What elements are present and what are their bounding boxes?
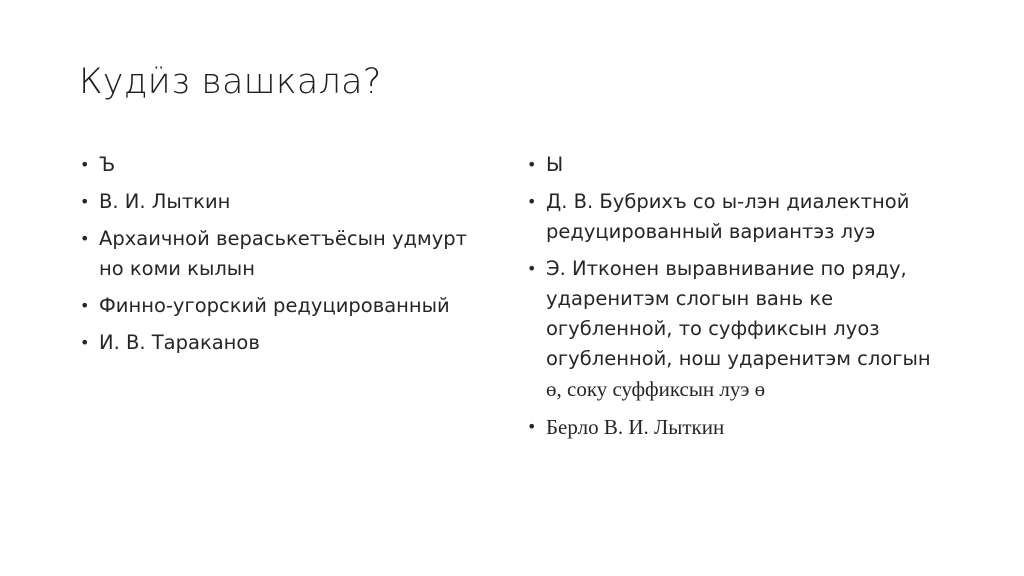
list-item [80,187,475,217]
bullet-icon: • [527,417,537,436]
bullet-icon: • [527,155,537,174]
bullet-icon: • [80,333,90,352]
list-item-text: Архаичной вераськетъёсын удмурт но коми кылын [99,227,467,280]
list-item [80,224,475,284]
list-item [80,150,475,180]
list-item-text: Ы [546,153,564,176]
list-item-text: Э. Итконен выравнивание по ряду, ударенитэм слогын вань ке огубленной, то суффиксын луоз огубленной, нош ударенитэм слогын [546,257,931,370]
bullet-icon: • [527,259,537,278]
right-bullet-list [527,150,947,450]
bullet-icon: • [80,296,90,315]
left-bullet-list [80,150,475,365]
list-item [80,291,475,321]
bullet-icon: • [527,192,537,211]
list-item-text-serif: ө, соку суффиксын луэ ө [546,377,766,401]
list-item-text: И. В. Тараканов [99,331,260,354]
list-item [80,328,475,358]
list-item-text: Д. В. Бубрихъ со ы-лэн диалектной редуцированный вариантэз луэ [546,190,910,243]
list-item-text: Финно-угорский редуцированный [99,294,450,317]
list-item [527,187,947,247]
bullet-icon: • [80,229,90,248]
list-item [527,150,947,180]
list-item [527,254,947,405]
list-item-text: Берло В. И. Лыткин [546,415,725,439]
list-item [527,412,947,443]
bullet-icon: • [80,155,90,174]
list-item-text: Ъ [99,153,116,176]
bullet-icon: • [80,192,90,211]
slide-title: Кудӥз вашкала? [79,62,382,102]
list-item-text: В. И. Лыткин [99,190,231,213]
